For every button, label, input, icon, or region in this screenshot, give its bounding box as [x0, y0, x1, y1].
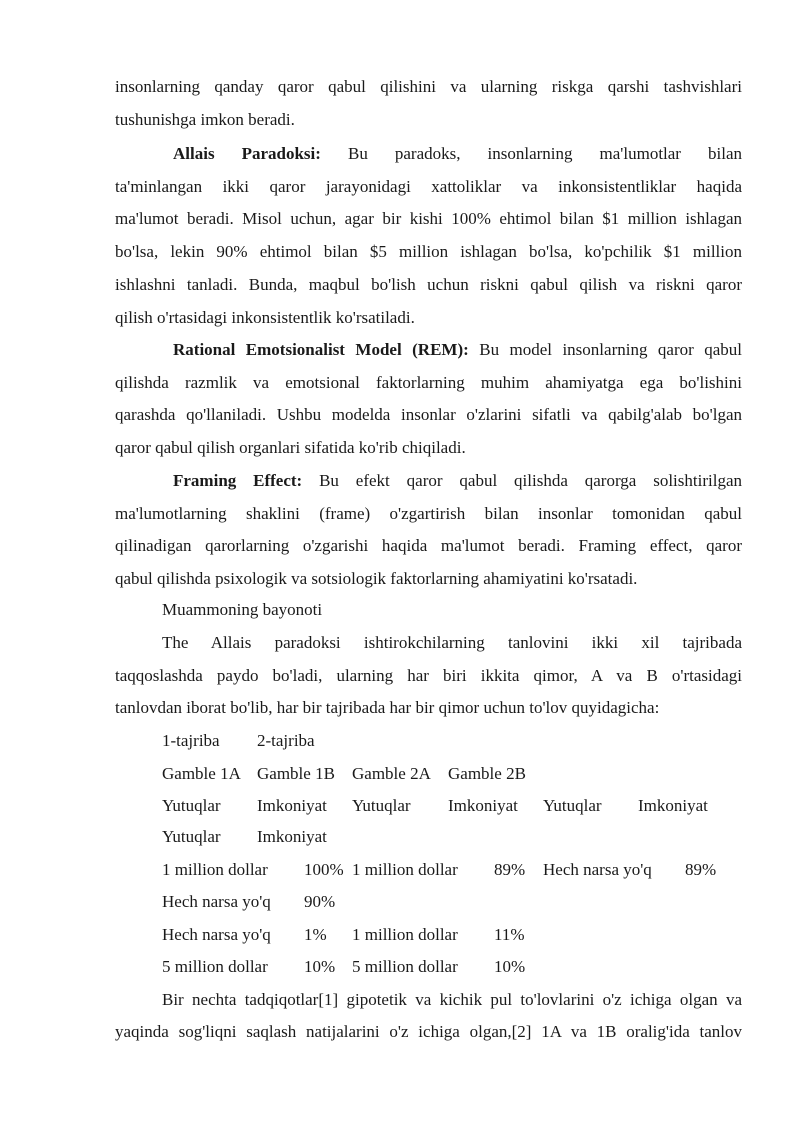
paragraph-line: qaror qabul qilish organlari sifatida ko'rib chiqiladi.: [115, 438, 466, 457]
table-cell: Hech narsa yo'q: [543, 860, 652, 879]
table-cell: 1 million dollar: [352, 925, 458, 944]
column-header: Imkoniyat: [257, 796, 327, 815]
table-cell: 89%: [494, 860, 526, 879]
table-cell: 89%: [685, 860, 717, 879]
table-cell: 10%: [494, 957, 526, 976]
framing-text: Bu efekt qaror qabul qilishda qarorga solishtirilgan: [319, 471, 742, 490]
table-cell: 1 million dollar: [162, 860, 268, 879]
table-cell: Hech narsa yo'q: [162, 925, 271, 944]
table-cell: 90%: [304, 892, 336, 911]
table-cell: 100%: [304, 860, 344, 879]
table-cell: 1%: [304, 925, 327, 944]
column-header: Yutuqlar: [543, 796, 602, 815]
table-cell: 5 million dollar: [352, 957, 458, 976]
rem-paragraph-first-line: [173, 340, 742, 360]
table-cell: 5 million dollar: [162, 957, 268, 976]
paragraph-line: qabul qilishda psixologik va sotsiologik faktorlarning ahamiyatini ko'rsatadi.: [115, 569, 638, 588]
column-header: Yutuqlar: [162, 827, 221, 846]
table-cell: 10%: [304, 957, 336, 976]
allais-heading: Allais Paradoksi:: [173, 144, 321, 163]
paragraph-line: insonlarning qanday qaror qabul qilishini va ularning riskga qarshi tashvishlari: [115, 77, 742, 96]
allais-text: Bu paradoks, insonlarning ma'lumotlar bilan: [347, 144, 743, 163]
paragraph-line: The Allais paradoksi ishtirokchilarning tanlovini ikki xil tajribada: [162, 633, 742, 652]
paragraph-line: ma'lumotlarning shaklini (frame) o'zgartirish bilan insonlar tomonidan qabul: [115, 504, 742, 523]
paragraph-line: ishlashni tanladi. Bunda, maqbul bo'lish uchun riskni qabul qilish va riskni qaror: [115, 275, 742, 294]
experiment-label: 1-tajriba: [162, 731, 220, 750]
rem-heading: Rational Emotsionalist Model (REM):: [173, 340, 469, 359]
paragraph-line: tanlovdan iborat bo'lib, har bir tajribada har bir qimor uchun to'lov quyidagicha:: [115, 698, 660, 717]
section-heading: Muammoning bayonoti: [162, 600, 323, 619]
framing-paragraph-first-line: [173, 471, 742, 491]
paragraph-line: ma'lumot beradi. Misol uchun, agar bir kishi 100% ehtimol bilan $1 million ishlagan: [115, 209, 742, 228]
column-header: Imkoniyat: [257, 827, 327, 846]
gamble-label: Gamble 2B: [448, 764, 526, 783]
paragraph-line: Bir nechta tadqiqotlar[1] gipotetik va kichik pul to'lovlarini o'z ichiga olgan va: [162, 990, 742, 1009]
table-cell: 11%: [494, 925, 525, 944]
column-header: Imkoniyat: [638, 796, 708, 815]
framing-heading: Framing Effect:: [173, 471, 303, 490]
column-header: Yutuqlar: [352, 796, 411, 815]
paragraph-line: bo'lsa, lekin 90% ehtimol bilan $5 million ishlagan bo'lsa, ko'pchilik $1 million: [115, 242, 742, 261]
paragraph-line: qilish o'rtasidagi inkonsistentlik ko'rsatiladi.: [115, 308, 415, 327]
paragraph-line: ta'minlangan ikki qaror jarayonidagi xattoliklar va inkonsistentliklar haqida: [115, 177, 742, 196]
table-cell: Hech narsa yo'q: [162, 892, 271, 911]
gamble-label: Gamble 2A: [352, 764, 431, 783]
column-header: Imkoniyat: [448, 796, 518, 815]
paragraph-line: qarashda qo'llaniladi. Ushbu modelda insonlar o'zlarini sifatli va qabilg'alab bo'lgan: [115, 405, 742, 424]
experiment-label: 2-tajriba: [257, 731, 315, 750]
paragraph-line: qilishda razmlik va emotsional faktorlarning muhim ahamiyatga ega bo'lishini: [115, 373, 742, 392]
gamble-label: Gamble 1B: [257, 764, 335, 783]
table-cell: 1 million dollar: [352, 860, 458, 879]
gamble-label: Gamble 1A: [162, 764, 241, 783]
rem-text: Bu model insonlarning qaror qabul: [479, 340, 742, 359]
paragraph-line: taqqoslashda paydo bo'ladi, ularning har biri ikkita qimor, A va B o'rtasidagi: [115, 666, 742, 685]
paragraph-line: tushunishga imkon beradi.: [115, 110, 295, 129]
paragraph-line: yaqinda sog'liqni saqlash natijalarini o'z ichiga olgan,[2] 1A va 1B oralig'ida tanlov: [115, 1022, 742, 1041]
paragraph-line: qilinadigan qarorlarning o'zgarishi haqida ma'lumot beradi. Framing effect, qaror: [115, 536, 742, 555]
allais-paragraph-first-line: [173, 144, 742, 164]
column-header: Yutuqlar: [162, 796, 221, 815]
